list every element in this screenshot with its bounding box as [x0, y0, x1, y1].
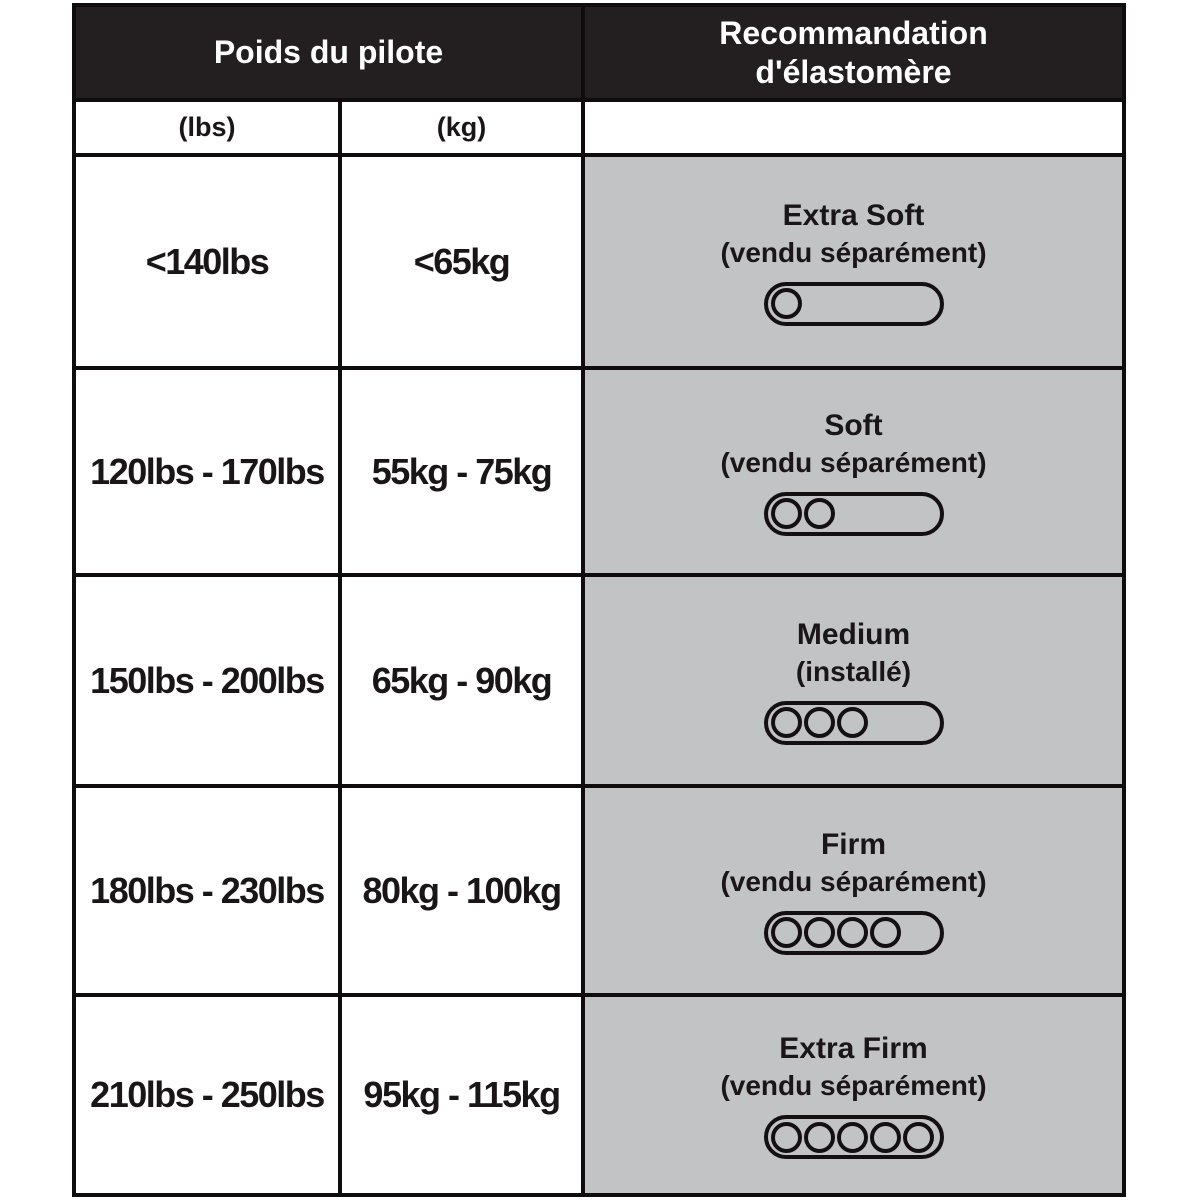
elastomer-name: Extra Soft	[782, 198, 925, 232]
weight-lbs-cell: 150lbs - 200lbs	[76, 577, 338, 784]
elastomer-dot-icon	[870, 917, 901, 948]
elastomer-recommendation-header-line2: d'élastomère	[755, 53, 952, 90]
elastomer-capsule-icon	[764, 911, 944, 955]
elastomer-name: Firm	[820, 827, 886, 861]
elastomer-dot-icon	[837, 1122, 868, 1153]
weight-kg-cell: 55kg - 75kg	[342, 370, 581, 573]
elastomer-capsule-icon	[764, 1115, 944, 1159]
elastomer-name: Soft	[824, 408, 883, 442]
weight-kg-cell: 80kg - 100kg	[342, 788, 581, 993]
rider-weight-header	[76, 7, 581, 98]
elastomer-dot-icon	[771, 1122, 802, 1153]
elastomer-capsule-icon	[764, 701, 944, 745]
elastomer-recommendation-table	[72, 3, 1126, 1197]
elastomer-capsule-icon	[764, 492, 944, 536]
weight-lbs-cell: <140lbs	[76, 157, 338, 366]
recommendation-cell	[585, 997, 1122, 1193]
weight-kg-cell: <65kg	[342, 157, 581, 366]
elastomer-dot-icon	[771, 917, 802, 948]
elastomer-note: (vendu séparément)	[720, 1070, 987, 1101]
recommendation-cell	[585, 370, 1122, 573]
elastomer-dot-icon	[804, 1122, 835, 1153]
elastomer-dot-icon	[804, 917, 835, 948]
elastomer-name: Extra Firm	[779, 1032, 928, 1065]
elastomer-dot-icon	[804, 498, 835, 529]
recommendation-cell	[585, 157, 1122, 366]
elastomer-note: (vendu séparément)	[720, 446, 987, 478]
weight-kg-cell: 65kg - 90kg	[342, 577, 581, 784]
elastomer-dot-icon	[771, 498, 802, 529]
recommendation-cell	[585, 788, 1122, 993]
recommendation-subheader-empty	[585, 102, 1122, 153]
elastomer-dot-icon	[771, 707, 802, 738]
weight-lbs-cell: 120lbs - 170lbs	[76, 370, 338, 573]
elastomer-name: Medium	[796, 617, 911, 651]
elastomer-dot-icon	[870, 1122, 901, 1153]
elastomer-dot-icon	[804, 707, 835, 738]
elastomer-dot-icon	[903, 1122, 934, 1153]
rider-weight-header-label: Poids du pilote	[213, 34, 444, 70]
elastomer-note: (vendu séparément)	[720, 865, 987, 897]
weight-lbs-cell: 180lbs - 230lbs	[76, 788, 338, 993]
elastomer-recommendation-header	[585, 7, 1122, 98]
elastomer-dot-icon	[837, 917, 868, 948]
lbs-unit-subheader: (lbs)	[76, 102, 338, 153]
elastomer-note: (vendu séparément)	[720, 236, 987, 268]
elastomer-capsule-icon	[764, 282, 944, 326]
elastomer-recommendation-header-line1: Recommandation	[719, 14, 988, 51]
weight-kg-cell: 95kg - 115kg	[342, 997, 581, 1193]
kg-unit-subheader: (kg)	[342, 102, 581, 153]
recommendation-cell	[585, 577, 1122, 784]
elastomer-dot-icon	[771, 288, 802, 319]
weight-lbs-cell: 210lbs - 250lbs	[76, 997, 338, 1193]
elastomer-note: (installé)	[795, 655, 912, 687]
elastomer-dot-icon	[837, 707, 868, 738]
